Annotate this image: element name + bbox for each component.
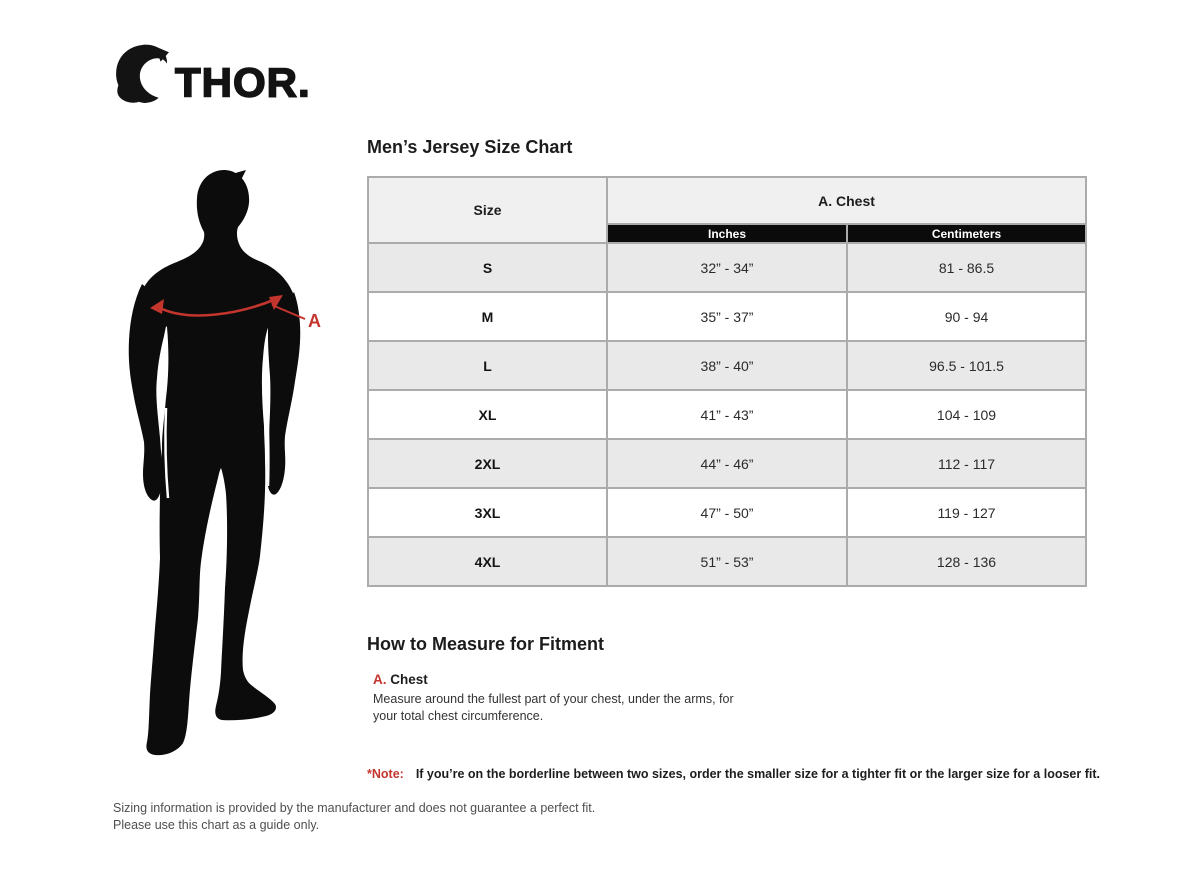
inches-cell: 47” - 50” [607, 488, 847, 537]
size-chart-title: Men’s Jersey Size Chart [367, 137, 573, 157]
centimeters-cell: 119 - 127 [847, 488, 1086, 537]
silhouette-right-gap [267, 398, 268, 486]
table-row [368, 537, 1086, 586]
measurement-key: A. [373, 672, 387, 687]
brand-logo [113, 44, 311, 104]
table-row [368, 390, 1086, 439]
table-row [368, 439, 1086, 488]
inches-cell: 44” - 46” [607, 439, 847, 488]
size-cell: L [368, 341, 607, 390]
centimeters-cell: 104 - 109 [847, 390, 1086, 439]
male-silhouette-figure [128, 162, 328, 762]
centimeters-unit-header: Centimeters [847, 224, 1086, 243]
thor-ram-head-icon [113, 44, 169, 104]
inches-cell: 41” - 43” [607, 390, 847, 439]
size-cell: 3XL [368, 488, 607, 537]
note-text: If you’re on the borderline between two sizes, order the smaller size for a tighter fit or the larger size for a looser fit. [415, 767, 1100, 781]
inches-unit-header: Inches [607, 224, 847, 243]
size-cell: M [368, 292, 607, 341]
sizing-note [367, 767, 1100, 781]
disclaimer [113, 800, 595, 834]
size-cell: 2XL [368, 439, 607, 488]
measurement-item-chest [367, 672, 1007, 725]
table-row [368, 243, 1086, 292]
measurement-name: Chest [390, 672, 428, 687]
brand-name: THOR. [175, 59, 311, 106]
centimeters-cell: 112 - 117 [847, 439, 1086, 488]
size-cell: 4XL [368, 537, 607, 586]
note-prefix: *Note: [367, 767, 404, 781]
size-table [367, 176, 1087, 587]
centimeters-cell: 96.5 - 101.5 [847, 341, 1086, 390]
centimeters-cell: 81 - 86.5 [847, 243, 1086, 292]
size-cell: XL [368, 390, 607, 439]
table-row [368, 488, 1086, 537]
inches-cell: 51” - 53” [607, 537, 847, 586]
silhouette-right-arm [267, 292, 300, 495]
table-row [368, 292, 1086, 341]
centimeters-cell: 90 - 94 [847, 292, 1086, 341]
inches-cell: 35” - 37” [607, 292, 847, 341]
measurement-label [373, 672, 1007, 687]
how-to-measure-section [367, 634, 1007, 725]
how-to-measure-heading: How to Measure for Fitment [367, 634, 605, 654]
chest-group-header: A. Chest [607, 177, 1086, 224]
inches-cell: 32” - 34” [607, 243, 847, 292]
table-header-row [368, 177, 1086, 224]
disclaimer-line1: Sizing information is provided by the manufacturer and does not guarantee a perfect fit. [113, 801, 596, 815]
disclaimer-line2: Please use this chart as a guide only. [113, 817, 320, 832]
inches-cell: 38” - 40” [607, 341, 847, 390]
centimeters-cell: 128 - 136 [847, 537, 1086, 586]
measurement-description: Measure around the fullest part of your chest, under the arms, for your total chest circumference. [373, 692, 734, 723]
size-column-header: Size [368, 177, 607, 243]
chest-marker-label: A [308, 311, 321, 331]
size-cell: S [368, 243, 607, 292]
table-row [368, 341, 1086, 390]
